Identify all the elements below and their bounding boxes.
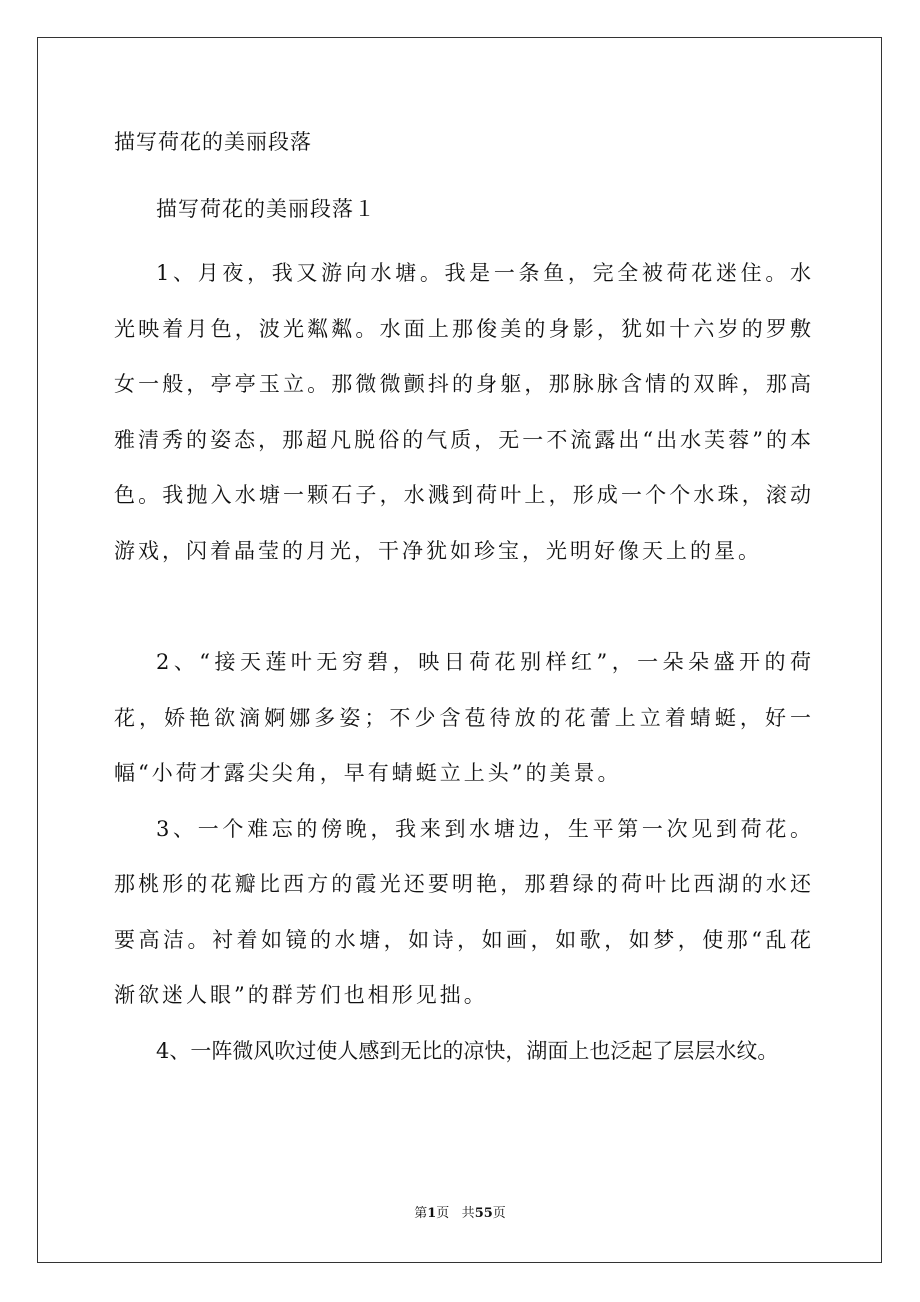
- footer-total-prefix: 共: [461, 1206, 475, 1221]
- paragraph-2: 2、“接天莲叶无穷碧，映日荷花别样红”，一朵朵盛开的荷花，娇艳欲滴婀娜多姿；不少含苞待放的花蕾上立着蜻蜓，好一幅“小荷才露尖尖角，早有蜻蜓立上头”的美景。: [114, 650, 814, 785]
- section-title: 描写荷花的美丽段落１: [156, 197, 376, 221]
- footer-page-unit: 页: [436, 1206, 450, 1221]
- footer-total-unit: 页: [492, 1206, 506, 1221]
- total-pages-number: 55: [474, 1206, 493, 1221]
- paragraph-4: 4、一阵微风吹过使人感到无比的凉快，湖面上也泛起了层层水纹。: [156, 1038, 779, 1063]
- document-title: 描写荷花的美丽段落: [114, 130, 312, 154]
- footer-prefix: 第: [414, 1206, 428, 1221]
- current-page-number: 1: [427, 1206, 437, 1221]
- paragraph-3: 3、一个难忘的傍晚，我来到水塘边，生平第一次见到荷花。那桃形的花瓣比西方的霞光还要明艳，那碧绿的荷叶比西湖的水还要高洁。衬着如镜的水塘，如诗，如画，如歌，如梦，使那“乱花渐欲迷人眼”的群芳们也相形见拙。: [114, 816, 814, 1007]
- paragraph-1: 1、月夜，我又游向水塘。我是一条鱼，完全被荷花迷住。水光映着月色，波光粼粼。水面上那俊美的身影，犹如十六岁的罗敷女一般，亭亭玉立。那微微颤抖的身躯，那脉脉含情的双眸，那高雅清秀的姿态，那超凡脱俗的气质，无一不流露出“出水芙蓉”的本色。我抛入水塘一颗石子，水溅到荷叶上，形成一个个水珠，滚动游戏，闪着晶莹的月光，干净犹如珍宝，光明好像天上的星。: [114, 261, 814, 563]
- page-footer: [0, 1205, 920, 1223]
- document-body: [114, 120, 814, 1079]
